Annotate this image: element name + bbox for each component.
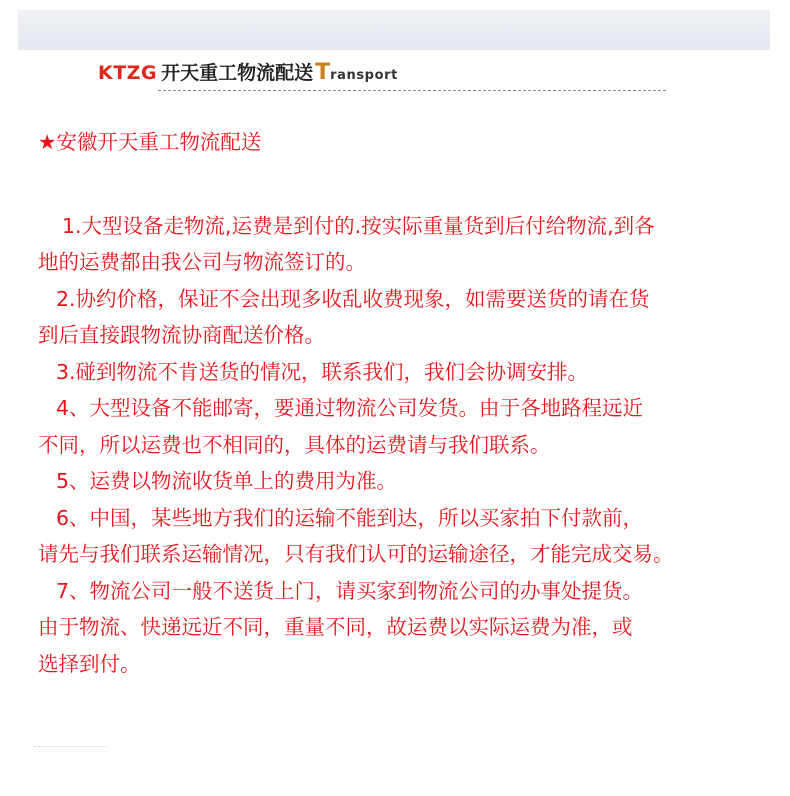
brand-logo-text: KTZG — [98, 62, 158, 84]
notice-item-1-line-1: 1.大型设备走物流,运费是到付的.按实际重量货到后付给物流,到各 — [62, 213, 655, 238]
banner-divider — [158, 90, 666, 91]
transport-banner — [98, 58, 398, 90]
notice-item-7-line-2: 由于物流、快递远近不同，重量不同，故运费以实际运费为准，或 — [38, 615, 633, 639]
top-header-band — [18, 10, 770, 50]
notice-item-7 — [38, 573, 778, 683]
notice-item-5 — [38, 463, 778, 500]
notice-item-6 — [38, 500, 778, 573]
notice-item-4-line-1: 4、大型设备不能邮寄，要通过物流公司发货。由于各地路程远近 — [56, 396, 644, 420]
banner-transport-initial: T — [315, 60, 331, 85]
notice-item-6-line-2: 请先与我们联系运输情况，只有我们认可的运输途径，才能完成交易。 — [38, 542, 674, 566]
notice-item-5-line-1: 5、运费以物流收货单上的费用为准。 — [56, 469, 398, 493]
notice-item-7-line-1: 7、物流公司一般不送货上门，请买家到物流公司的办事处提货。 — [56, 578, 644, 603]
notice-item-3-line-1: 3.碰到物流不肯送货的情况，联系我们，我们会协调安排。 — [56, 359, 589, 384]
notice-item-7-line-3: 选择到付。 — [38, 651, 141, 676]
notice-item-1-line-2: 地的运费都由我公司与物流签订的。 — [38, 250, 366, 274]
notice-item-4 — [38, 390, 778, 463]
notice-item-1 — [38, 208, 778, 281]
notice-item-6-line-1: 6、中国，某些地方我们的运输不能到达，所以买家拍下付款前， — [56, 505, 644, 530]
banner-company-name: 开天重工物流配送 — [161, 62, 314, 84]
notice-item-3 — [38, 354, 778, 391]
notice-item-2-line-2: 到后直接跟物流协商配送价格。 — [38, 323, 325, 347]
shipping-notice — [38, 124, 778, 682]
notice-item-2-line-1: 2.协约价格，保证不会出现多收乱收费现象，如需要送货的请在货 — [56, 286, 650, 311]
footer-divider — [34, 746, 106, 747]
banner-transport-word: ransport — [330, 68, 398, 83]
notice-item-2 — [38, 281, 778, 354]
notice-list — [38, 208, 778, 683]
notice-item-4-line-2: 不同，所以运费也不相同的，具体的运费请与我们联系。 — [38, 432, 551, 457]
notice-heading: ★安徽开天重工物流配送 — [38, 130, 262, 154]
